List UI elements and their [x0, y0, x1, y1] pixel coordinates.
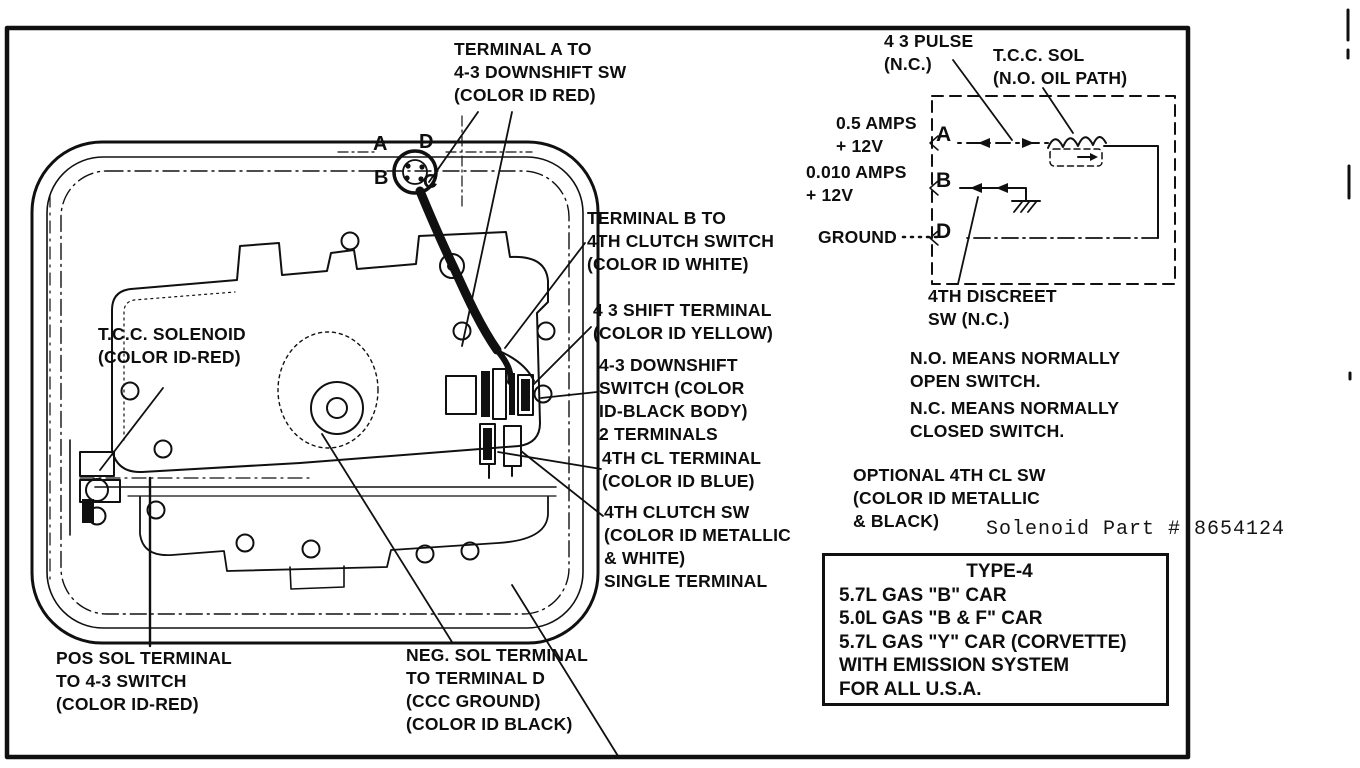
circuit-terminal-d-letter: D	[936, 220, 952, 243]
type4-line-4: WITH EMISSION SYSTEM	[839, 655, 1070, 676]
pos-sol-terminal-label: POS SOL TERMINAL TO 4-3 SWITCH (COLOR ID-RED)	[56, 648, 232, 715]
downshift-switch-hardware	[446, 369, 533, 478]
case-terminal-a-letter: A	[373, 133, 388, 155]
clutch-sw-label: 4TH CLUTCH SW (COLOR ID METALLIC & WHITE) SINGLE TERMINAL	[604, 502, 791, 592]
solenoid-part-number: Solenoid Part # 8654124	[986, 518, 1286, 541]
circuit-terminal-b-letter: B	[936, 169, 952, 192]
solenoid-coil-symbol	[1048, 137, 1106, 148]
terminal-b-label: TERMINAL B TO 4TH CLUTCH SWITCH (COLOR ID WHITE)	[587, 208, 775, 275]
lower-pan-rail	[80, 478, 556, 589]
pulse-43-label: 4 3 PULSE (N.C.)	[884, 31, 974, 75]
optional-sw-note: OPTIONAL 4TH CL SW (COLOR ID METALLIC & BLACK)	[853, 465, 1046, 532]
ground-label: GROUND	[818, 227, 897, 247]
case-terminal-d-letter: D	[419, 131, 434, 153]
terminal-a-label: TERMINAL A TO 4-3 DOWNSHIFT SW (COLOR ID RED)	[454, 39, 627, 106]
discreet-sw-label: 4TH DISCREET SW (N.C.)	[928, 286, 1057, 330]
type4-line-3: 5.7L GAS "Y" CAR (CORVETTE)	[839, 631, 1127, 653]
solenoid-cable	[420, 191, 534, 382]
circuit-terminal-a-letter: A	[936, 123, 952, 146]
neg-sol-terminal-label: NEG. SOL TERMINAL TO TERMINAL D (CCC GROUND) (COLOR ID BLACK)	[406, 645, 588, 735]
nc-means-note: N.C. MEANS NORMALLY CLOSED SWITCH.	[910, 398, 1120, 442]
no-means-note: N.O. MEANS NORMALLY OPEN SWITCH.	[910, 348, 1121, 392]
type4-line-1: 5.7L GAS "B" CAR	[839, 584, 1007, 606]
case-terminal-b-letter: B	[374, 167, 389, 189]
cl-terminal-label: 4TH CL TERMINAL (COLOR ID BLUE)	[602, 448, 762, 492]
type4-applications-box	[822, 553, 1169, 706]
amps-b-label: 0.010 AMPS + 12V	[806, 162, 907, 206]
ground-symbol	[1014, 202, 1036, 212]
amps-a-label: 0.5 AMPS + 12V	[836, 113, 917, 157]
transmission-case-drawing	[32, 116, 598, 643]
tcc-solenoid-label: T.C.C. SOLENOID (COLOR ID-RED)	[98, 324, 246, 368]
downshift-switch-label: 4-3 DOWNSHIFT SWITCH (COLOR ID-BLACK BODY) 2 TERMINALS	[599, 355, 748, 445]
tcc-sol-label: T.C.C. SOL (N.O. OIL PATH)	[993, 45, 1128, 89]
type4-line-5: FOR ALL U.S.A.	[839, 678, 982, 700]
type4-line-2: 5.0L GAS "B & F" CAR	[839, 608, 1043, 629]
type4-title: TYPE-4	[966, 561, 1033, 582]
case-terminal-c-letter: C	[423, 171, 438, 193]
shift-terminal-label: 4 3 SHIFT TERMINAL (COLOR ID YELLOW)	[593, 300, 774, 344]
